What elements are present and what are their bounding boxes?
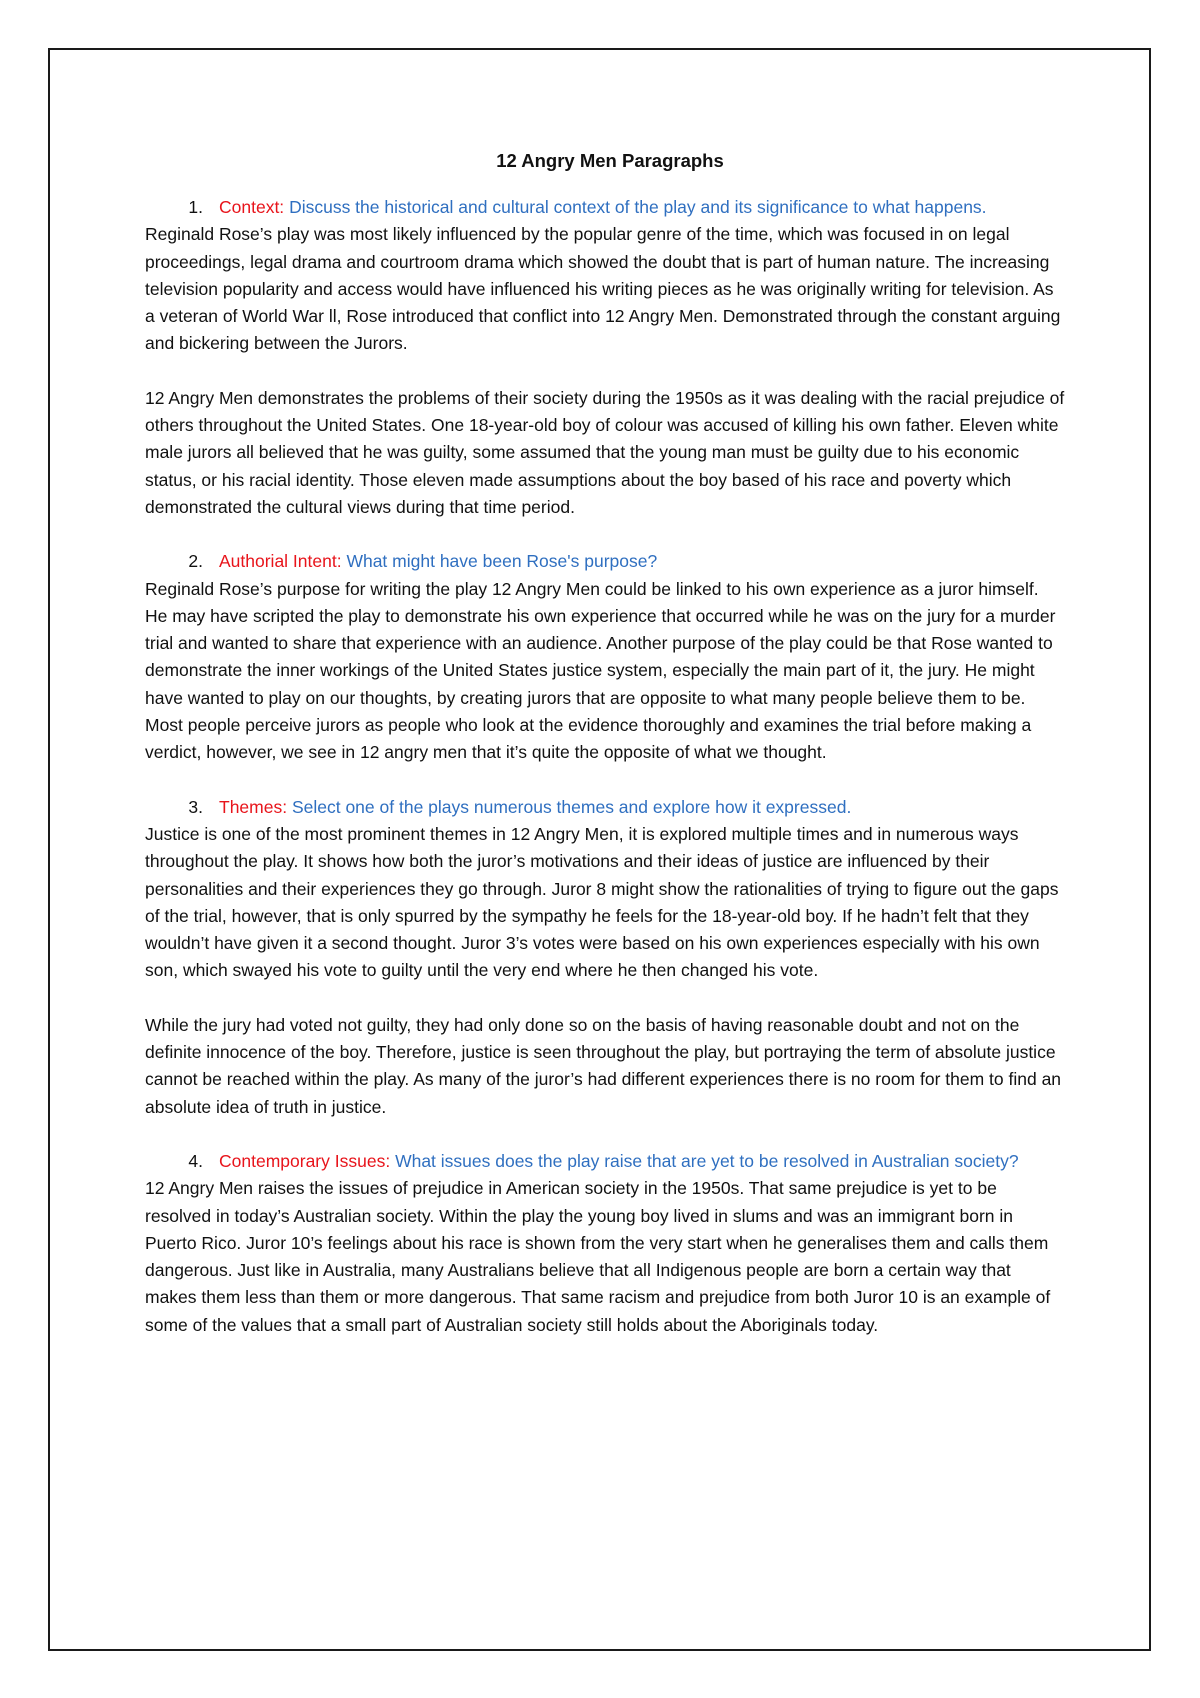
question-prompt: Discuss the historical and cultural context of the play and its significance to what happens. — [289, 197, 987, 217]
question-prompt: What might have been Rose's purpose? — [346, 551, 658, 572]
question-number: 2. — [188, 551, 203, 572]
section-contemporary-issues — [145, 1148, 1065, 1339]
question-number: 1. — [188, 197, 203, 217]
question-heading — [145, 1148, 1065, 1175]
question-heading — [145, 548, 1065, 575]
question-label: Context: — [219, 197, 285, 217]
section-context — [145, 194, 1065, 521]
paragraph: 12 Angry Men raises the issues of prejudice in American society in the 1950s. That same prejudice is yet to be resolved in today’s Australian society. Within the play the young boy lived in slums and was an immigrant born in Puerto Rico. Juror 10’s feelings about his race is shown from the very start when he generalises them and calls them dangerous. Just like in Australia, many Australians believe that all Indigenous people are born a certain way that makes them less than them or more dangerous. That same racism and prejudice from both Juror 10 is an example of some of the values that a small part of Australian society still holds about the Aboriginals today. — [145, 1178, 1051, 1335]
question-text — [219, 194, 1065, 221]
paragraph: Reginald Rose’s play was most likely influenced by the popular genre of the time, which was focused in on legal proceedings, legal drama and courtroom drama which showed the doubt that is part of human nature. The increasing television popularity and access would have influenced his writing pieces as he was originally writing for television. As a veteran of World War ll, Rose introduced that conflict into 12 Angry Men. Demonstrated through the constant arguing and bickering between the Jurors. — [145, 224, 1061, 354]
document-title: 12 Angry Men Paragraphs — [496, 150, 724, 171]
paragraph: While the jury had voted not guilty, they had only done so on the basis of having reasonable doubt and not on the definite innocence of the boy. Therefore, justice is seen throughout the play, but portraying the term of absolute justice cannot be reached within the play. As many of the juror’s had different experiences there is no room for them to find an absolute idea of truth in justice. — [145, 1014, 1062, 1117]
question-heading — [145, 794, 1065, 821]
question-heading — [145, 194, 1065, 221]
question-text — [219, 548, 1065, 575]
question-text — [219, 1148, 1065, 1175]
document-body — [145, 147, 1065, 1339]
section-themes — [145, 794, 1065, 1121]
question-number: 3. — [188, 796, 203, 817]
question-label: Contemporary Issues: — [219, 1150, 391, 1171]
section-authorial-intent — [145, 548, 1065, 766]
question-label: Authorial Intent: — [219, 551, 342, 572]
question-text — [219, 794, 1065, 821]
question-prompt: What issues does the play raise that are yet to be resolved in Australian society? — [395, 1150, 1019, 1171]
paragraph: 12 Angry Men demonstrates the problems of their society during the 1950s as it was dealing with the racial prejudice of others throughout the United States. One 18-year-old boy of colour was accused of killing his own father. Eleven white male jurors all believed that he was guilty, some assumed that the young man must be guilty due to his economic status, or his racial identity. Those eleven made assumptions about the boy based of his race and poverty which demonstrated the cultural views during that time period. — [145, 387, 1065, 517]
paragraph: Reginald Rose’s purpose for writing the play 12 Angry Men could be linked to his own experience as a juror himself. He may have scripted the play to demonstrate his own experience that occurred while he was on the jury for a murder trial and wanted to share that experience with an audience. Another purpose of the play could be that Rose wanted to demonstrate the inner workings of the United States justice system, especially the main part of it, the jury. He might have wanted to play on our thoughts, by creating jurors that are opposite to what many people believe them to be. Most people perceive jurors as people who look at the evidence thoroughly and examines the trial before making a verdict, however, we see in 12 angry men that it’s quite the opposite of what we thought. — [145, 578, 1056, 763]
question-prompt: Select one of the plays numerous themes and explore how it expressed. — [291, 796, 852, 817]
question-number: 4. — [188, 1150, 203, 1171]
paragraph: Justice is one of the most prominent themes in 12 Angry Men, it is explored multiple times and in numerous ways throughout the play. It shows how both the juror’s motivations and their ideas of justice are influenced by their personalities and their experiences they go through. Juror 8 might show the rationalities of trying to figure out the gaps of the trial, however, that is only spurred by the sympathy he feels for the 18-year-old boy. If he hadn’t felt that they wouldn’t have given it a second thought. Juror 3’s votes were based on his own experiences especially with his own son, which swayed his vote to guilty until the very end where he then changed his vote. — [145, 823, 1059, 981]
question-label: Themes: — [219, 796, 288, 817]
